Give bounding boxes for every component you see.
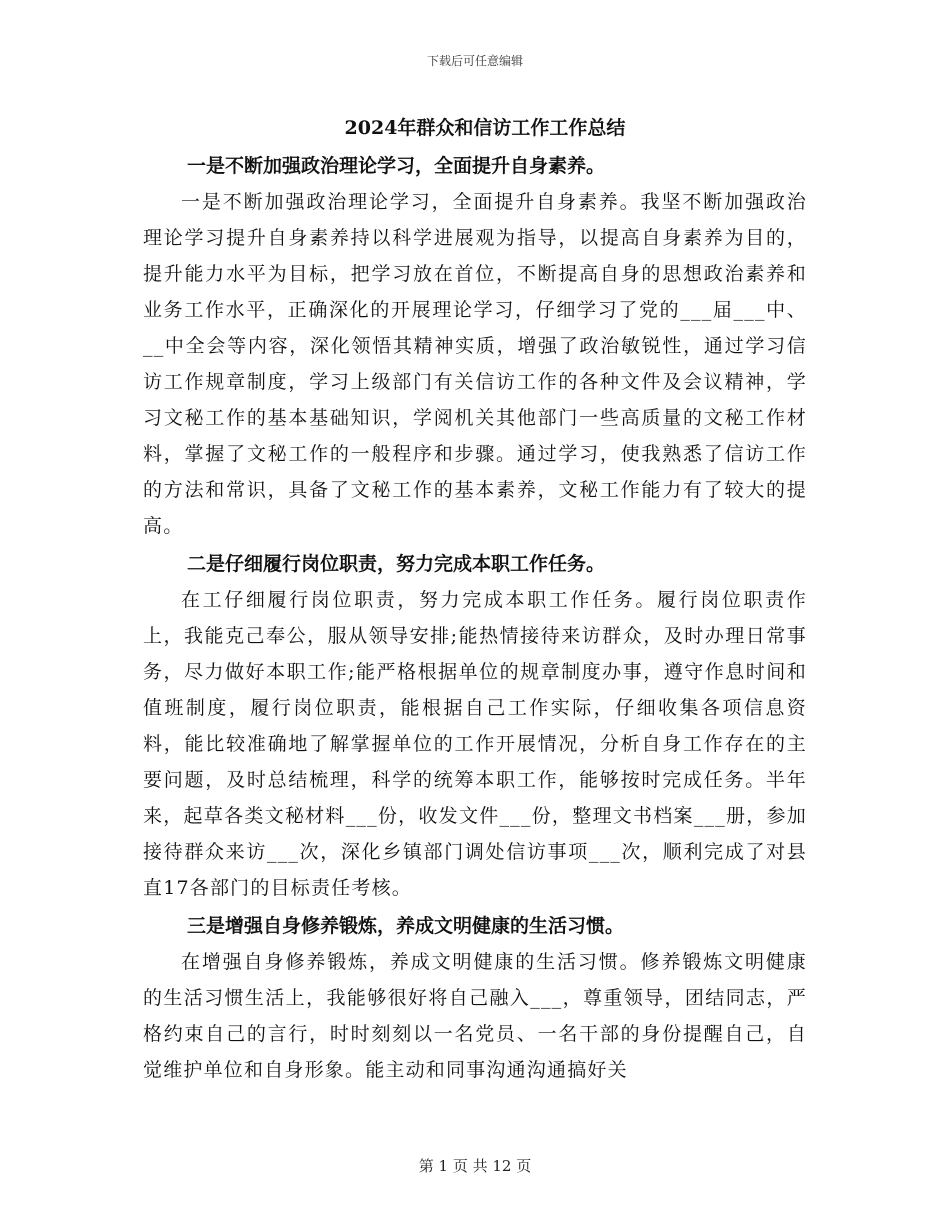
section-heading-2: 二是仔细履行岗位职责，努力完成本职工作任务。 — [187, 553, 606, 575]
section-heading-3: 三是增强自身修养锻炼，养成文明健康的生活习惯。 — [187, 915, 625, 937]
section-heading-1: 一是不断加强政治理论学习，全面提升自身素养。 — [187, 155, 606, 177]
section-paragraph-3: 在增强自身修养锻炼，养成文明健康的生活习惯。修养锻炼文明健康的生活习惯生活上，我能够很好将自己融入___，尊重领导，团结同志，严格约束自己的言行，时时刻刻以一名党员、一名干部的身份提醒自己，自觉维护单位和自身形象。能主动和同事沟通沟通搞好关 — [143, 951, 807, 1081]
page-number: 第 1 页 共 12 页 — [418, 1157, 532, 1175]
section-paragraph-2: 在工仔细履行岗位职责，努力完成本职工作任务。履行岗位职责作上，我能克己奉公，服从领导安排;能热情接待来访群众，及时办理日常事务，尽力做好本职工作;能严格根据单位的规章制度办事，遵守作息时间和值班制度，履行岗位职责，能根据自己工作实际，仔细收集各项信息资料，能比较准确地了解掌握单位的工作开展情况，分析自身工作存在的主要问题，及时总结梳理，科学的统筹本职工作，能够按时完成任务。半年来，起草各类文秘材料___份，收发文件___份，整理文书档案___册，参加接待群众来访___次，深化乡镇部门调处信访事项___次，顺利完成了对县直17各部门的目标责任考核。 — [143, 589, 807, 899]
document-body — [143, 108, 807, 1090]
section-paragraph-1: 一是不断加强政治理论学习，全面提升自身素养。我坚不断加强政治理论学习提升自身素养持以科学进展观为指导，以提高自身素养为目的，提升能力水平为目标，把学习放在首位，不断提高自身的思想政治素养和业务工作水平，正确深化的开展理论学习，仔细学习了党的___届___中、__中全会等内容，深化领悟其精神实质，增强了政治敏锐性，通过学习信访工作规章制度，学习上级部门有关信访工作的各种文件及会议精神，学习文秘工作的基本基础知识，学阅机关其他部门一些高质量的文秘工作材料，掌握了文秘工作的一般程序和步骤。通过学习，使我熟悉了信访工作的方法和常识，具备了文秘工作的基本素养，文秘工作能力有了较大的提高。 — [143, 191, 807, 537]
page-header-note: 下载后可任意编辑 — [426, 54, 523, 68]
document-title: 2024年群众和信访工作工作总结 — [344, 117, 626, 139]
